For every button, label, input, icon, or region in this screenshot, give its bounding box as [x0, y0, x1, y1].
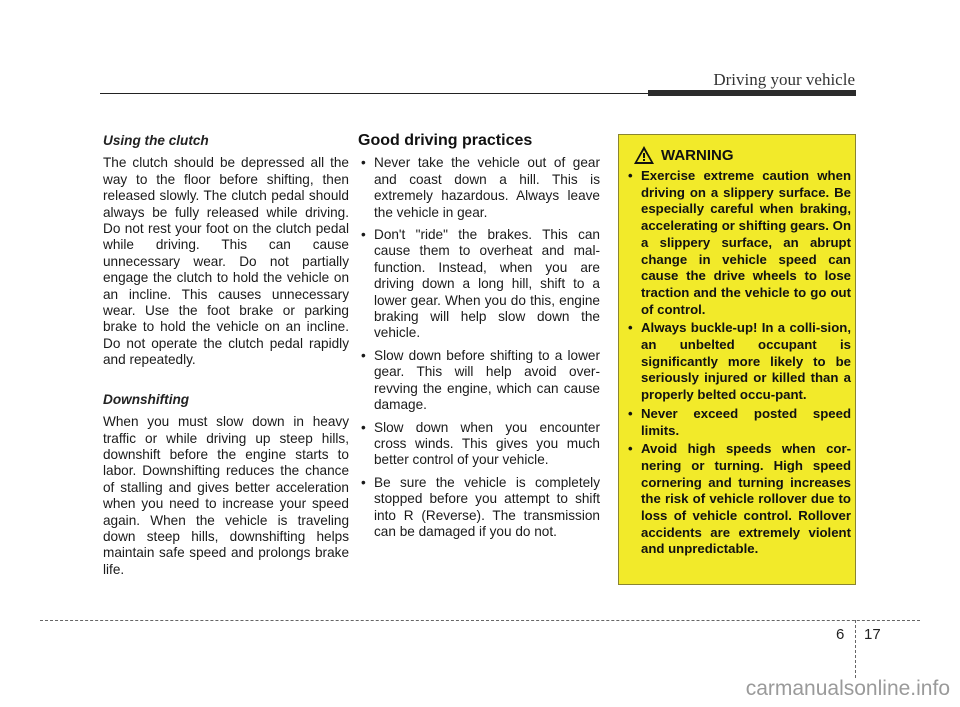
- list-item: • Be sure the vehicle is completely stopped before you attempt to shift into R (Reverse). The transmission can be damaged if you do not.: [358, 475, 600, 541]
- warning-box: [618, 134, 856, 585]
- warning-header: [633, 145, 734, 165]
- section-body: When you must slow down in heavy traffic or while driving up steep hills, downshift before the engine starts to labor. Downshifting reduces the chance of stalling and gives better acceleration when you need to increase your speed again. When the vehicle is traveling down steep hills, downshifting helps maintain safe speed and prolongs brake life.: [103, 414, 349, 577]
- warning-item: • Never exceed posted speed limits.: [625, 406, 851, 439]
- footer-dashed-divider: [855, 620, 856, 678]
- page-number: 17: [864, 626, 881, 643]
- warning-triangle-icon: [633, 145, 655, 165]
- warning-item: • Avoid high speeds when cor-nering or turning. High speed cornering and turning increases the risk of vehicle rollover due to loss of vehicle control. Rollover accidents are extremely violent and unpredictable.: [625, 441, 851, 558]
- section-heading: Downshifting: [103, 391, 190, 407]
- warning-title: WARNING: [661, 146, 734, 164]
- warning-item: • Exercise extreme caution when driving on a slippery surface. Be especially careful when braking, accelerating or shifting gears. On a slippery surface, an abrupt change in vehicle speed can cause the drive wheels to lose traction and the vehicle to go out of control.: [625, 168, 851, 318]
- section-downshifting: [103, 392, 349, 578]
- list-item: • Slow down when you encounter cross winds. This gives you much better control of your vehicle.: [358, 420, 600, 469]
- good-driving-heading: Good driving practices: [358, 132, 533, 149]
- chapter-number: 6: [836, 626, 845, 643]
- left-column: [103, 133, 349, 578]
- header-title: Driving your vehicle: [713, 70, 855, 89]
- section-body: The clutch should be depressed all the way to the floor before shifting, then released slowly. The clutch pedal should always be fully released while driving. Do not rest your foot on the clutch pedal while driving. This can cause unnecessary wear. Do not partially engage the clutch to hold the vehicle on an incline. This causes unnecessary wear. Use the foot brake or parking brake to hold the vehicle on an incline. Do not operate the clutch pedal rapidly and repeatedly.: [103, 155, 349, 368]
- section-using-clutch: [103, 133, 349, 369]
- watermark: carmanualsonline.info: [745, 677, 950, 700]
- list-item: • Never take the vehicle out of gear and coast down a hill. This is extremely hazardous. Always leave the vehicle in gear.: [358, 155, 600, 221]
- list-item: • Don't "ride" the brakes. This can cause them to overheat and mal-function. Instead, when you are driving down a long hill, shift to a lower gear. When you do this, engine braking will help slow down the vehicle.: [358, 227, 600, 342]
- warning-item: • Always buckle-up! In a colli-sion, an unbelted occupant is significantly more likely to be seriously injured or killed than a properly belted occu-pant.: [625, 320, 851, 404]
- header-rule-thin: [100, 93, 660, 94]
- list-item: • Slow down before shifting to a lower gear. This will help avoid over-revving the engine, which can cause damage.: [358, 348, 600, 414]
- good-driving-list: [358, 155, 600, 540]
- middle-column: [358, 133, 600, 546]
- section-heading: Using the clutch: [103, 133, 209, 148]
- warning-list: [625, 168, 851, 560]
- header-rule-thick: [648, 90, 856, 96]
- footer-dashed-line: [40, 620, 920, 621]
